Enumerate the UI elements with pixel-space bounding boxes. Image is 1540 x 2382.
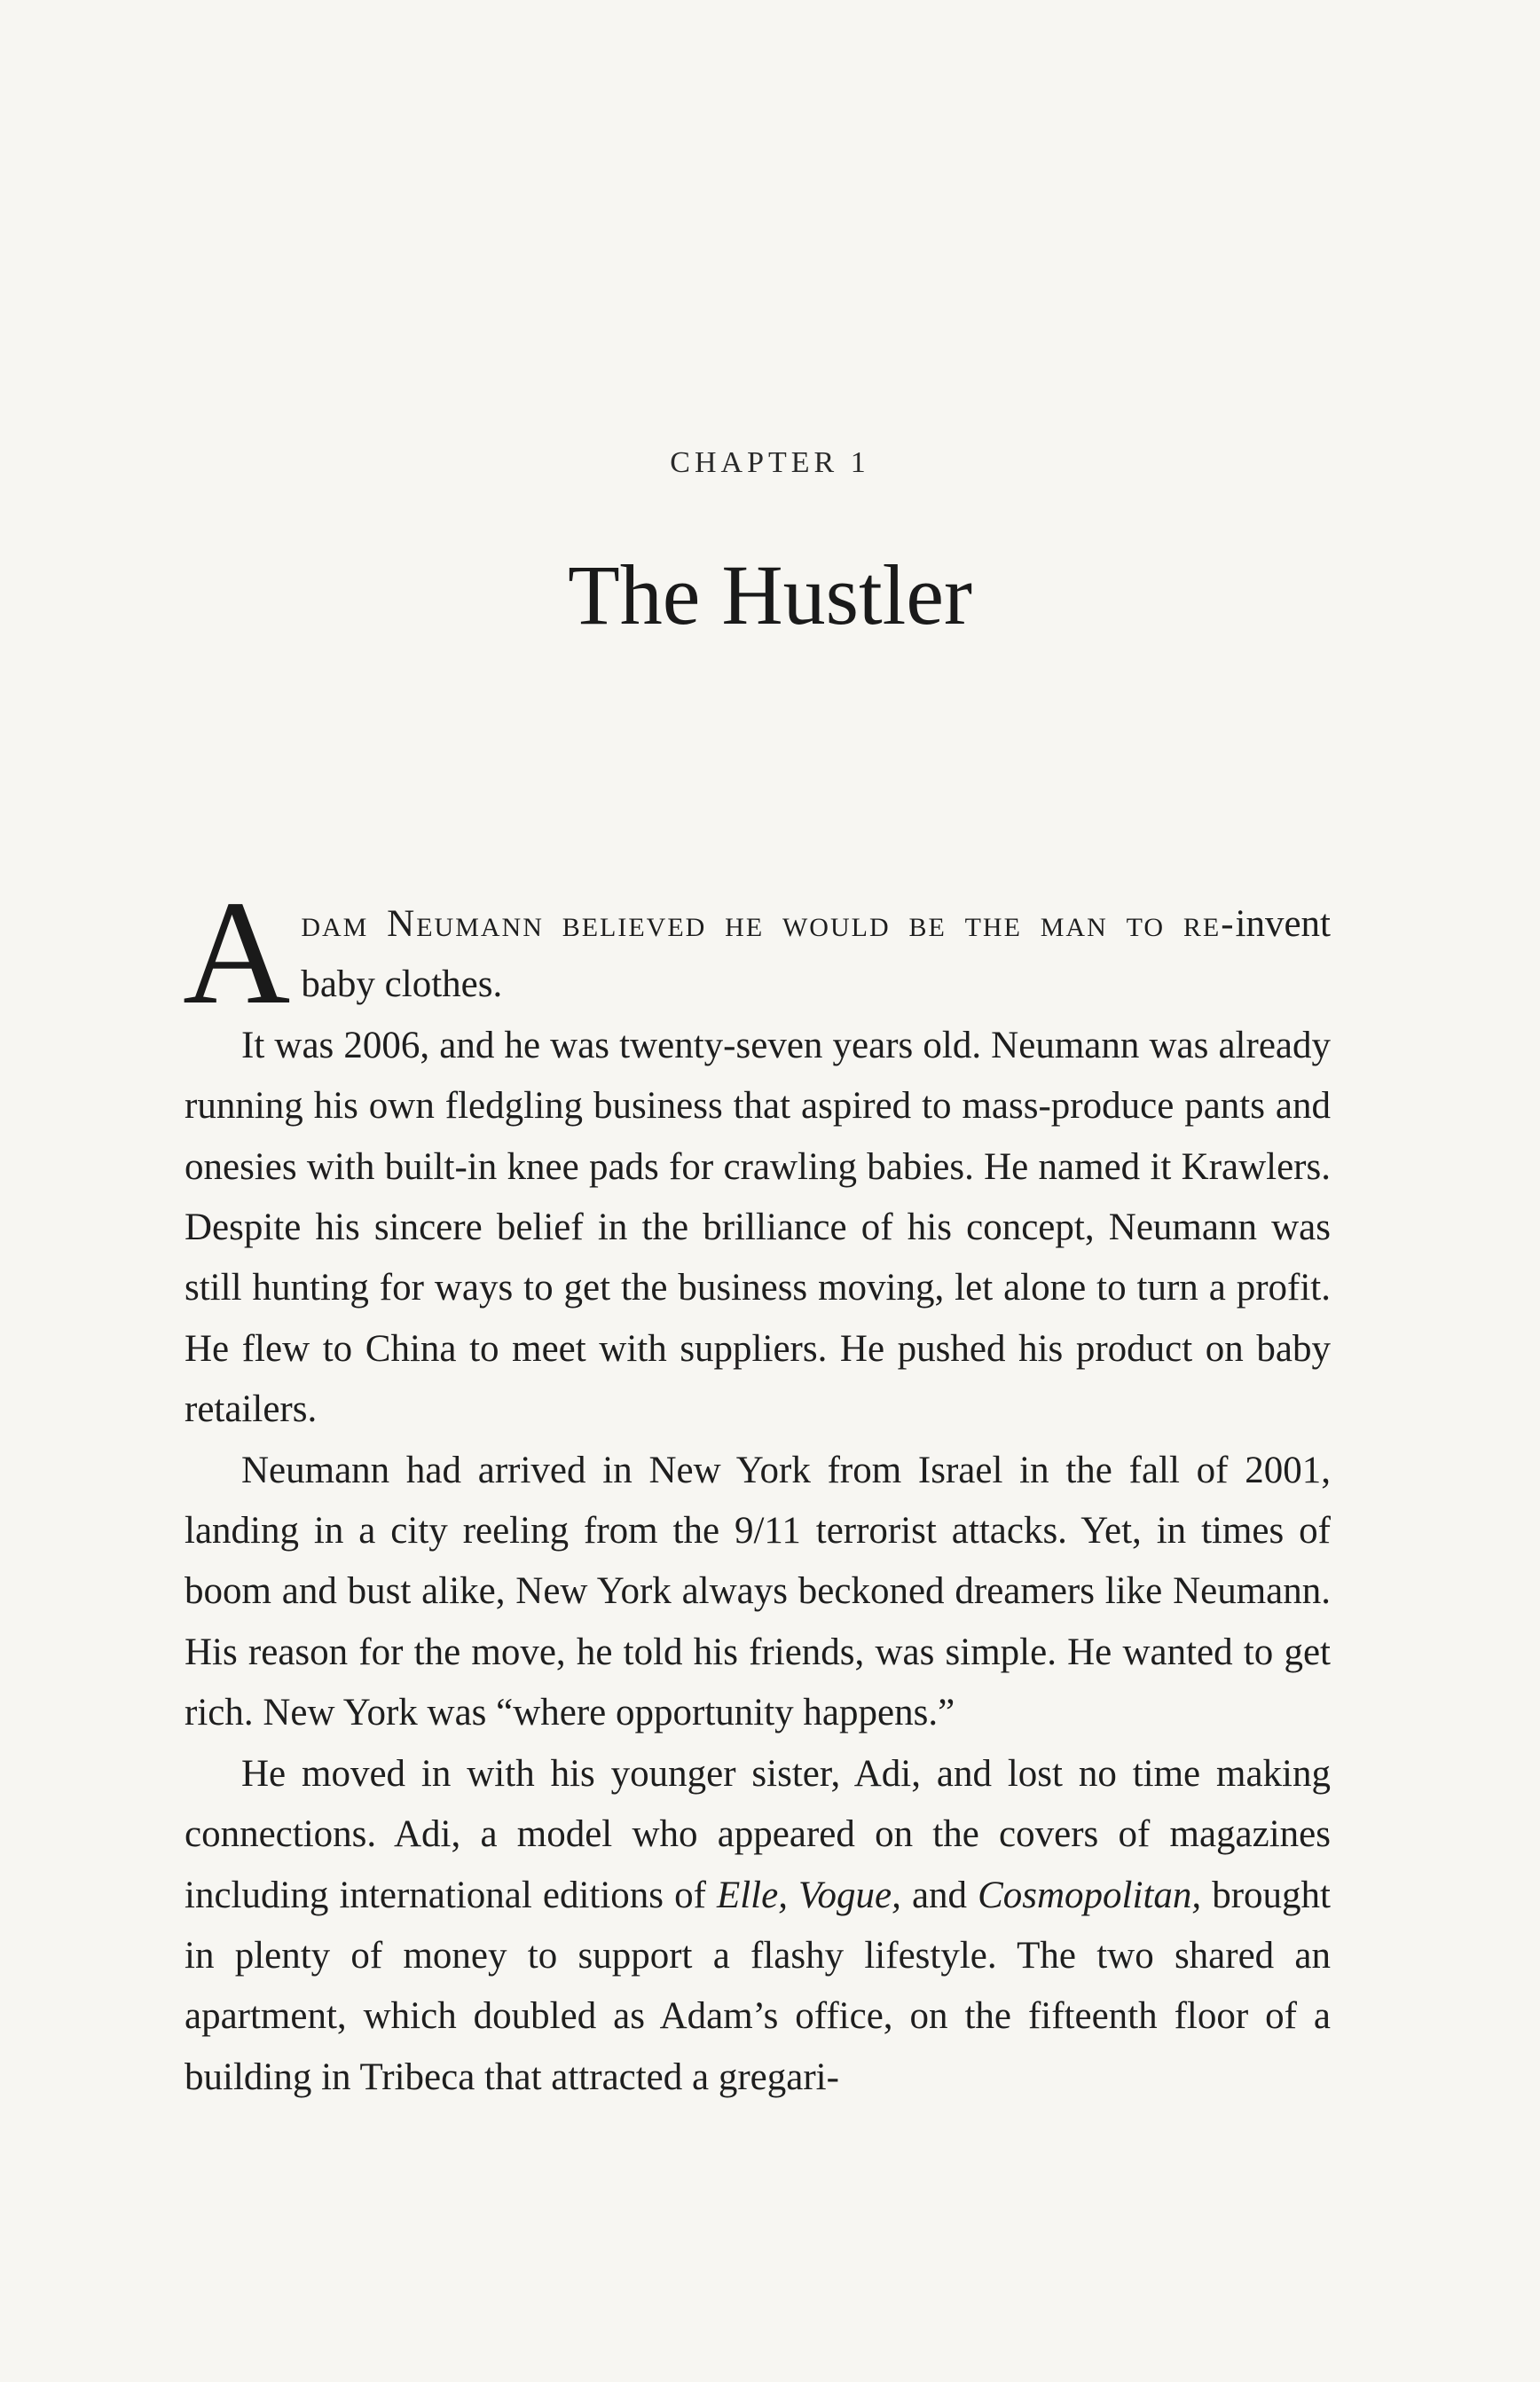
lead-in-small-caps: dam Neumann believed he would be the man to re-: [301, 903, 1236, 945]
paragraph-4: [185, 1744, 1331, 2108]
chapter-label: CHAPTER 1: [670, 446, 870, 479]
paragraph-4-part-1: He moved in with his younger sister, Adi, and lost no time making connections. Adi, a model who appeared on the covers of magazines including international editions of: [185, 1752, 1331, 1916]
publication-vogue: Vogue,: [798, 1874, 901, 1916]
publication-cosmopolitan: Cosmopolitan,: [978, 1874, 1202, 1916]
separator-1: [788, 1875, 798, 1916]
chapter-body: [183, 870, 1331, 2108]
chapter-title: The Hustler: [568, 547, 972, 642]
drop-cap: A: [183, 870, 291, 1035]
paragraph-1-rest: invent baby clothes.: [301, 903, 1331, 1006]
paragraph-3: Neumann had arrived in New York from Israel in the fall of 2001, landing in a city reeling from the 9/11 terrorist attacks. Yet, in times of boom and bust alike, New York always beckoned dreamers like Neumann. His reason for the move, he told his friends, was simple. He wanted to get rich. New York was “where opportunity happens.”: [185, 1449, 1331, 1734]
paragraph-4-part-2: brought in plenty of money to support a flashy lifestyle. The two shared an apartment, which doubled as Adam’s office, on the fifteenth floor of a building in Tribeca that attracted a gregari-: [185, 1874, 1331, 2098]
separator-2: and: [900, 1874, 978, 1916]
paragraph-1: [183, 870, 1331, 1035]
publication-elle: Elle,: [716, 1874, 788, 1916]
paragraph-2: It was 2006, and he was twenty-seven years old. Neumann was already running his own fledgling business that aspired to mass-produce pants and onesies with built-in knee pads for crawling babies. He named it Krawlers. Despite his sincere belief in the brilliance of his concept, Neumann was still hunting for ways to get the business moving, let alone to turn a profit. He flew to China to meet with suppliers. He pushed his product on baby retailers.: [185, 1024, 1331, 1431]
